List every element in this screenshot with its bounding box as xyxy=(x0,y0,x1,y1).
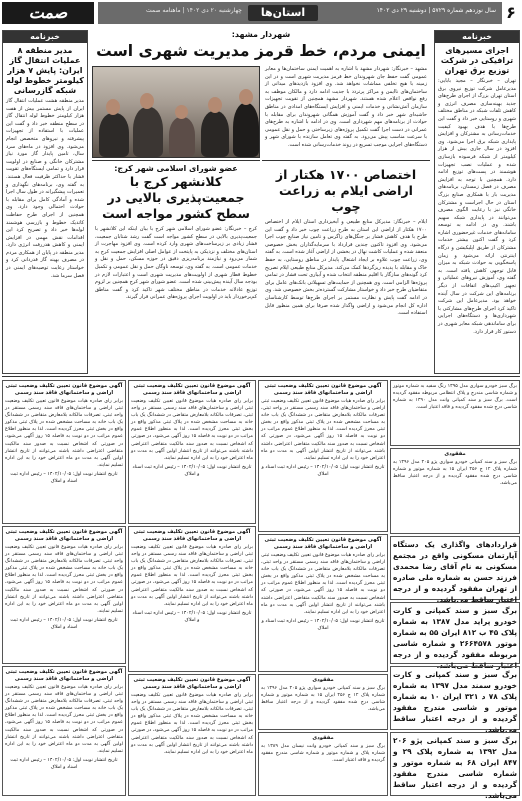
legal-notice-title: آگهی موضوع قانون تعیین تکلیف وضعیت ثبتی اراضی و ساختمانهای فاقد سند رسمی xyxy=(5,529,123,542)
contract-lost-notice xyxy=(390,536,520,604)
article-karaj-title: کلانشهر کرج با جمعیت‌پذیری بالایی در سطح کشور مواجه است xyxy=(102,174,250,221)
lost-notice xyxy=(390,448,520,534)
right-column-header: خبرنامه xyxy=(435,31,519,43)
legal-notice xyxy=(2,666,126,796)
legal-notice-body: برابر رای صادره هیات موضوع قانون تعیین تکلیف وضعیت ثبتی اراضی و ساختمان‌های فاقد سند رسمی مستقر در واحد ثبتی، تصرفات مالکانه بلامعارض متقاضی در ششدانگ یک باب خانه به مساحت مشخص شده در پلاک ثبتی مذکور واقع در بخش ثبتی محرز گردیده است. لذا به منظور اطلاع عموم مراتب در دو نوبت به فاصله ۱۵ روز آگهی می‌شود، در صورتی که اشخاص نسبت به صدور سند مالکیت متقاضی اعتراضی داشته باشند می‌توانند از تاریخ انتشار اولین آگهی به مدت دو ماه اعتراض خود را به این اداره تسلیم نمایند. xyxy=(5,685,123,754)
legal-notice-footer: تاریخ انتشار نوبت اول: ۱۴۰۲/۱۰/۰۵ – رئیس اداره ثبت اسناد و املاک xyxy=(132,464,252,477)
legal-notice xyxy=(2,526,126,664)
vehicle-lost-body: برگ سبز و سند کمپانی و کارت خودرو پراید مدل ۱۳۸۷ به شماره پلاک ۴۵ ب ۸۱۲ ایران ۵۵ به شماره موتور ۲۶۶۴۵۷۸ و شماره شاسی مربوطه مفقود گردیده و از درجه اعتبار ساقط می‌باشد. xyxy=(393,606,517,670)
lead-text xyxy=(262,66,430,158)
legal-notice-footer: تاریخ انتشار نوبت اول: ۱۴۰۲/۱۰/۰۵ – رئیس اداره ثبت اسناد و املاک xyxy=(10,617,118,630)
legal-notice xyxy=(128,380,256,524)
vehicle-lost-notice xyxy=(390,602,520,670)
section-title: استان‌ها xyxy=(248,5,318,21)
vehicle-lost-notice xyxy=(390,666,520,734)
left-column-text: مدیر منطقه هشت عملیات انتقال گاز ایران از پایش مستمر بیش از هفت هزار کیلومتر خطوط لوله انتقال گاز در سطح منطقه خبر داد و گفت این عملیات با استفاده از تجهیزات پیشرفته و نیروهای متخصص انجام می‌شود. وی افزود در ماه‌های سرد سال، تامین پایدار گاز مورد نیاز مشترکان خانگی و صنایع در اولویت قرار دارد و تمامی ایستگاه‌های تقویت فشار با حداکثر ظرفیت فعال هستند. به گفته وی، برنامه‌های نگهداری و تعمیرات پیشگیرانه در طول سال اجرا شده و آمادگی کامل برای مقابله با حوادث احتمالی وجود دارد. وی همچنین از اجرای طرح حفاظت کاتدیک خطوط و بازرسی هوشمند لوله‌ها خبر داد و تصریح کرد این اقدامات نقش مهمی در افزایش ایمنی و کاهش هدررفت انرژی دارد. مدیر منطقه در پایان از همکاری مردم در مصرف بهینه گاز قدردانی کرد و خواستار رعایت توصیه‌های ایمنی در فصل سرما شد. xyxy=(6,98,84,279)
issue-info: سال نوزدهم شماره ۵۷۲۹ | دوشنبه ۲۹ دی ۱۴۰۲ xyxy=(376,7,496,14)
right-column-text: تهران – خبرنگار – مجید بابایی: مدیرعامل شرکت توزیع نیروی برق استان تهران بزرگ از اجرای طرح‌های جدید بهینه‌سازی مصرف انرژی و کاهش تلفات شبکه در مناطق مختلف شهری و روستایی خبر داد و گفت این طرح‌ها با هدف بهبود کیفیت خدمات‌رسانی به مشترکان و افزایش پایداری شبکه برق اجرا می‌شود. وی افزود در سال جاری بیش از هزار کیلومتر از شبکه فرسوده بازسازی شده و عملیات نصب تجهیزات هوشمند در پست‌های توزیع ادامه دارد. همچنین با توجه به افزایش مصرف در فصل زمستان، برنامه‌های مدیریت بار با همکاری صنایع بزرگ استان در حال اجراست و مشترکان خانگی نیز با رعایت الگوی مصرف می‌توانند در پایداری شبکه سهیم باشند. وی در ادامه به توسعه سامانه‌های خدمات غیرحضوری اشاره کرد و گفت اکنون بیشتر خدمات مشترکان از طریق اپلیکیشن و درگاه اینترنتی ارائه می‌شود و زمان پاسخگویی به حوادث شبکه به میزان قابل توجهی کاهش یافته است. به گفته وی، آموزش نیروهای عملیاتی و تجهیز اکیپ‌های اتفاقات از دیگر برنامه‌های این شرکت در سال آینده خواهد بود. مدیرعامل این شرکت تاکید کرد اجرای طرح‌های مشارکتی با شهرداری‌ها و دستگاه‌های اجرایی برای ساماندهی شبکه معابر شهری در دستور کار قرار دارد. xyxy=(438,78,516,335)
legal-notice-footer: تاریخ انتشار نوبت اول: ۱۴۰۲/۱۰/۰۵ – رئیس اداره ثبت اسناد و املاک xyxy=(132,610,252,623)
lost-notice-body: برگ سبز و سند کمپانی خودرو سواری پژو ۴۰۵ مدل ۱۳۹۶ به شماره پلاک ۱۲ ج ۴۵۶ ایران ۱۵ به شماره موتور و شماره شاسی درج شده مفقود گردیده و از درجه اعتبار ساقط می‌باشد. xyxy=(393,460,517,487)
page-number: ۶ xyxy=(506,3,516,22)
article-karaj-kicker: عضو شورای اسلامی شهر کرج: xyxy=(114,164,238,173)
left-column-title: مدیر منطقه ۸ عملیات انتقال گاز ایران: پایش ۷ هزار کیلومتر خطوط لوله شبکه گازرسانی xyxy=(6,46,84,95)
article-karaj xyxy=(92,160,260,372)
lead-headline: ایمنی مردم، خط قرمز مدیریت شهری است xyxy=(96,42,426,60)
legal-notice-body: برابر رای صادره هیات موضوع قانون تعیین تکلیف وضعیت ثبتی اراضی و ساختمان‌های فاقد سند رسمی مستقر در واحد ثبتی، تصرفات مالکانه بلامعارض متقاضی در ششدانگ یک باب خانه به مساحت مشخص شده در پلاک ثبتی مذکور واقع در بخش ثبتی محرز گردیده است. لذا به منظور اطلاع عموم مراتب در دو نوبت به فاصله ۱۵ روز آگهی می‌شود، در صورتی که اشخاص نسبت به صدور سند مالکیت متقاضی اعتراضی داشته باشند می‌توانند از تاریخ انتشار اولین آگهی به مدت دو ماه اعتراض خود را به این اداره تسلیم نمایند. xyxy=(5,399,123,468)
vehicle-lost-body: برگ سبز و سند کمپانی پژو ۲۰۶ مدل ۱۳۹۲ به شماره پلاک ۲۹ و ۸۴۷ ایران ۶۸ به شماره موتور و شماره شاسی مندرج مفقود گردیده و از درجه اعتبار ساقط می‌باشد. xyxy=(393,736,517,800)
article-ilam-text: ایلام – خبرنگار: مدیرکل منابع طبیعی و آبخیزداری استان ایلام از اختصاص ۱۷۰۰ هکتار از اراضی این استان به طرح زراعت چوب خبر داد و گفت این طرح با هدف کاهش فشار بر جنگل‌های زاگرس و تامین نیاز صنایع چوب اجرا می‌شود. وی افزود تاکنون چندین قرارداد با سرمایه‌گذاران بخش خصوصی منعقد شده و عملیات کاشت نهال در بخشی از اراضی آغاز شده است. به گفته وی، زراعت چوب علاوه بر ایجاد اشتغال پایدار در مناطق روستایی، به حفظ خاک و مقابله با پدیده ریزگردها کمک می‌کند. مدیرکل منابع طبیعی ایلام تصریح کرد گونه‌های سازگار با اقلیم منطقه انتخاب شده و آبیاری تحت فشار در تمامی پروژه‌ها الزامی است. وی همچنین از حمایت‌های تسهیلاتی بانک‌های عامل برای متقاضیان طرح خبر داد و خواستار مشارکت گسترده‌تر بخش خصوصی شد. وی در ادامه گفت پایش و نظارت مستمر بر اجرای طرح‌ها توسط کارشناسان اداره کل انجام می‌شود و اراضی واگذار شده صرفا برای همین منظور قابل استفاده است. xyxy=(265,219,427,317)
legal-notice xyxy=(128,674,256,796)
vehicle-codes-body: برگ سبز خودرو سواری مدل ۱۳۹۵ رنگ سفید به شماره موتور و شماره شاسی مندرج و پلاک انتظامی مربوطه مفقود گردیده است. برگ سبز و سند کمپانی وانت مدل ۱۳۹۰ به شماره شاسی درج شده مفقود گردیده و فاقد اعتبار است. xyxy=(393,384,517,411)
lead-photo xyxy=(92,66,260,158)
lost-notice-title: مفقودی xyxy=(312,677,334,683)
section-divider xyxy=(2,376,520,377)
legal-notice-body: برابر رای صادره هیات موضوع قانون تعیین تکلیف وضعیت ثبتی اراضی و ساختمان‌های فاقد سند رسمی مستقر در واحد ثبتی، تصرفات مالکانه بلامعارض متقاضی در ششدانگ یک باب خانه به مساحت مشخص شده در پلاک ثبتی مذکور واقع در بخش ثبتی محرز گردیده است. لذا به منظور اطلاع عموم مراتب در دو نوبت به فاصله ۱۵ روز آگهی می‌شود، در صورتی که اشخاص نسبت به صدور سند مالکیت متقاضی اعتراضی داشته باشند می‌توانند از تاریخ انتشار اولین آگهی به مدت دو ماه اعتراض خود را به این اداره تسلیم نمایند. xyxy=(261,399,385,461)
lost-notice xyxy=(258,674,388,730)
legal-notice xyxy=(258,534,388,672)
legal-notice xyxy=(2,380,126,524)
legal-notice-footer: تاریخ انتشار نوبت اول: ۱۴۰۲/۱۰/۰۵ – رئیس اداره ثبت اسناد و املاک xyxy=(10,471,118,484)
masthead xyxy=(2,2,520,24)
lost-notice-body: برگ سبز و سند کمپانی خودرو وانت نیسان مدل ۱۳۸۹ به شماره پلاک و شماره موتور و شماره شاسی مندرج مفقود گردیده و فاقد اعتبار است. xyxy=(261,744,385,764)
lost-notice xyxy=(258,732,388,796)
lead-body: مشهد – خبرنگار: شهردار مشهد با اشاره به اهمیت ایمنی ساختمان‌ها و معابر عمومی گفت حفظ جان شهروندان خط قرمز مدیریت شهری است و در این زمینه با هیچ تخلفی مماشات نخواهد شد. وی افزود بازدیدهای میدانی از ساختمان‌های ناایمن و مراکز پرتردد با جدیت ادامه دارد و مالکان موظف به رفع نواقص اعلام شده هستند. شهردار مشهد همچنین از تقویت تجهیزات سازمان آتش‌نشانی و خدمات ایمنی و افزایش ایستگاه‌های امدادی در مناطق حاشیه‌ای شهر خبر داد و گفت آموزش همگانی شهروندان برای مقابله با حوادث از برنامه‌های مهم شهرداری است. وی در ادامه با اشاره به طرح‌های عمرانی در دست اجرا گفت تکمیل پروژه‌های زیرساختی و حمل و نقل عمومی با سرعت مناسب پیش می‌رود. به گفته وی تعامل سازنده با شورای شهر و دستگاه‌های اجرایی موجب تسریع در روند خدمات‌رسانی شده است. xyxy=(265,66,427,148)
article-karaj-text: کرج – خبرنگار: عضو شورای اسلامی شهر کرج با بیان اینکه این کلانشهر با جمعیت‌پذیری بالایی در سطح کشور مواجه است گفت رشد شتابان جمعیت، فشار زیادی بر زیرساخت‌های شهری وارد کرده است. وی افزود مهاجرت از استان‌های مختلف و نزدیکی به پایتخت از عوامل اصلی افزایش جمعیت کرج به شمار می‌رود و نیازمند برنامه‌ریزی دقیق در حوزه مسکن، حمل و نقل و خدمات عمومی است. به گفته وی، توسعه ناوگان حمل و نقل عمومی و تکمیل خطوط قطار شهری از اولویت‌های مدیریت شهری است و اعتبارات لازم در بودجه سال آینده پیش‌بینی شده است. عضو شورای شهر کرج همچنین بر لزوم توزیع عادلانه خدمات در مناطق مختلف شهر تاکید کرد و گفت مناطق کم‌برخوردار باید در اولویت اجرای پروژه‌های عمرانی قرار گیرند. xyxy=(95,226,257,301)
legal-notice-body: برابر رای صادره هیات موضوع قانون تعیین تکلیف وضعیت ثبتی اراضی و ساختمان‌های فاقد سند رسمی مستقر در واحد ثبتی، تصرفات مالکانه بلامعارض متقاضی در ششدانگ یک باب خانه به مساحت مشخص شده در پلاک ثبتی مذکور واقع در بخش ثبتی محرز گردیده است. لذا به منظور اطلاع عموم مراتب در دو نوبت به فاصله ۱۵ روز آگهی می‌شود، در صورتی که اشخاص نسبت به صدور سند مالکیت متقاضی اعتراضی داشته باشند می‌توانند از تاریخ انتشار اولین آگهی به مدت دو ماه اعتراض خود را به این اداره تسلیم نمایند. xyxy=(131,545,253,607)
legal-notice-title: آگهی موضوع قانون تعیین تکلیف وضعیت ثبتی اراضی و ساختمانهای فاقد سند رسمی xyxy=(5,669,123,682)
legal-notice-title: آگهی موضوع قانون تعیین تکلیف وضعیت ثبتی اراضی و ساختمانهای فاقد سند رسمی xyxy=(133,677,251,690)
lost-notice-body: برگ سبز و سند کمپانی خودرو سواری پژو ۴۰۵ مدل ۱۳۹۶ به شماره پلاک ۱۲ ج ۴۵۶ ایران ۱۵ به شماره موتور و شماره شاسی درج شده مفقود گردیده و از درجه اعتبار ساقط می‌باشد. xyxy=(261,686,385,713)
legal-notice-title: آگهی موضوع قانون تعیین تکلیف وضعیت ثبتی اراضی و ساختمانهای فاقد سند رسمی xyxy=(264,383,382,396)
legal-notice xyxy=(128,526,256,672)
brand-logo: صمت xyxy=(2,2,94,24)
vehicle-codes-notice xyxy=(390,380,520,446)
legal-notice-footer: تاریخ انتشار نوبت اول: ۱۴۰۲/۱۰/۰۵ – رئیس اداره ثبت اسناد و املاک xyxy=(261,618,385,631)
article-ilam-title: اختصاص ۱۷۰۰ هکتار از اراضی ایلام به زراعت چوب xyxy=(275,167,417,214)
right-column-title: اجرای مسیرهای ترافیکی در شرکت توزیع برق تهران xyxy=(440,46,514,75)
legal-notice-title: آگهی موضوع قانون تعیین تکلیف وضعیت ثبتی اراضی و ساختمانهای فاقد سند رسمی xyxy=(133,529,251,542)
vehicle-lost-body: برگ سبز و سند کمپانی و کارت خودرو سمند مدل ۱۳۹۷ به شماره پلاک ۷۸ د ۳۲۱ ایران ۱۰ به شماره موتور و شاسی مندرج مفقود گردیده و از درجه اعتبار ساقط می‌باشد. xyxy=(393,670,517,734)
legal-notice-body: برابر رای صادره هیات موضوع قانون تعیین تکلیف وضعیت ثبتی اراضی و ساختمان‌های فاقد سند رسمی مستقر در واحد ثبتی، تصرفات مالکانه بلامعارض متقاضی در ششدانگ یک باب خانه به مساحت مشخص شده در پلاک ثبتی مذکور واقع در بخش ثبتی محرز گردیده است. لذا به منظور اطلاع عموم مراتب در دو نوبت به فاصله ۱۵ روز آگهی می‌شود، در صورتی که اشخاص نسبت به صدور سند مالکیت متقاضی اعتراضی داشته باشند می‌توانند از تاریخ انتشار اولین آگهی به مدت دو ماه اعتراض خود را به این اداره تسلیم نمایند. xyxy=(131,399,253,461)
legal-notice-title: آگهی موضوع قانون تعیین تکلیف وضعیت ثبتی اراضی و ساختمانهای فاقد سند رسمی xyxy=(133,383,251,396)
legal-notice-body: برابر رای صادره هیات موضوع قانون تعیین تکلیف وضعیت ثبتی اراضی و ساختمان‌های فاقد سند رسمی مستقر در واحد ثبتی، تصرفات مالکانه بلامعارض متقاضی در ششدانگ یک باب خانه به مساحت مشخص شده در پلاک ثبتی مذکور واقع در بخش ثبتی محرز گردیده است. لذا به منظور اطلاع عموم مراتب در دو نوبت به فاصله ۱۵ روز آگهی می‌شود، در صورتی که اشخاص نسبت به صدور سند مالکیت متقاضی اعتراضی داشته باشند می‌توانند از تاریخ انتشار اولین آگهی به مدت دو ماه اعتراض خود را به این اداره تسلیم نمایند. xyxy=(5,545,123,614)
contract-lost-body: قراردادهای واگذاری یک دستگاه آپارتمان مسکونی واقع در مجتمع مسکونی به نام آقای رضا محمدی فرزند حسن به شماره ملی صادره از تهران مفقود گردیده و از درجه اعتبار ساقط می‌باشد. xyxy=(393,540,517,604)
article-ilam xyxy=(262,160,430,372)
legal-notice xyxy=(258,380,388,532)
legal-notice-title: آگهی موضوع قانون تعیین تکلیف وضعیت ثبتی اراضی و ساختمانهای فاقد سند رسمی xyxy=(5,383,123,396)
right-news-column xyxy=(434,30,520,374)
legal-notice-body: برابر رای صادره هیات موضوع قانون تعیین تکلیف وضعیت ثبتی اراضی و ساختمان‌های فاقد سند رسمی مستقر در واحد ثبتی، تصرفات مالکانه بلامعارض متقاضی در ششدانگ یک باب خانه به مساحت مشخص شده در پلاک ثبتی مذکور واقع در بخش ثبتی محرز گردیده است. لذا به منظور اطلاع عموم مراتب در دو نوبت به فاصله ۱۵ روز آگهی می‌شود، در صورتی که اشخاص نسبت به صدور سند مالکیت متقاضی اعتراضی داشته باشند می‌توانند از تاریخ انتشار اولین آگهی به مدت دو ماه اعتراض خود را به این اداره تسلیم نمایند. xyxy=(131,693,253,755)
left-news-column xyxy=(2,30,88,374)
legal-notice-title: آگهی موضوع قانون تعیین تکلیف وضعیت ثبتی اراضی و ساختمانهای فاقد سند رسمی xyxy=(264,537,382,550)
legal-notice-footer: تاریخ انتشار نوبت اول: ۱۴۰۲/۱۰/۰۵ – رئیس اداره ثبت اسناد و املاک xyxy=(261,464,385,477)
left-column-header: خبرنامه xyxy=(3,31,87,43)
lost-notice-title: مفقودی xyxy=(312,735,334,741)
lost-notice-title: مفقودی xyxy=(444,451,466,457)
legal-notice-footer: تاریخ انتشار نوبت اول: ۱۴۰۲/۱۰/۰۵ – رئیس اداره ثبت اسناد و املاک xyxy=(10,757,118,770)
vehicle-lost-notice xyxy=(390,732,520,800)
section-bar xyxy=(98,2,502,24)
issue-info-secondary: چهارشنبه ۲۰ دی ۱۴۰۲ | ماهنامه صمت xyxy=(146,7,242,14)
lead-kicker: شهردار مشهد: xyxy=(231,30,291,39)
legal-notice-body: برابر رای صادره هیات موضوع قانون تعیین تکلیف وضعیت ثبتی اراضی و ساختمان‌های فاقد سند رسمی مستقر در واحد ثبتی، تصرفات مالکانه بلامعارض متقاضی در ششدانگ یک باب خانه به مساحت مشخص شده در پلاک ثبتی مذکور واقع در بخش ثبتی محرز گردیده است. لذا به منظور اطلاع عموم مراتب در دو نوبت به فاصله ۱۵ روز آگهی می‌شود، در صورتی که اشخاص نسبت به صدور سند مالکیت متقاضی اعتراضی داشته باشند می‌توانند از تاریخ انتشار اولین آگهی به مدت دو ماه اعتراض خود را به این اداره تسلیم نمایند. xyxy=(261,553,385,615)
